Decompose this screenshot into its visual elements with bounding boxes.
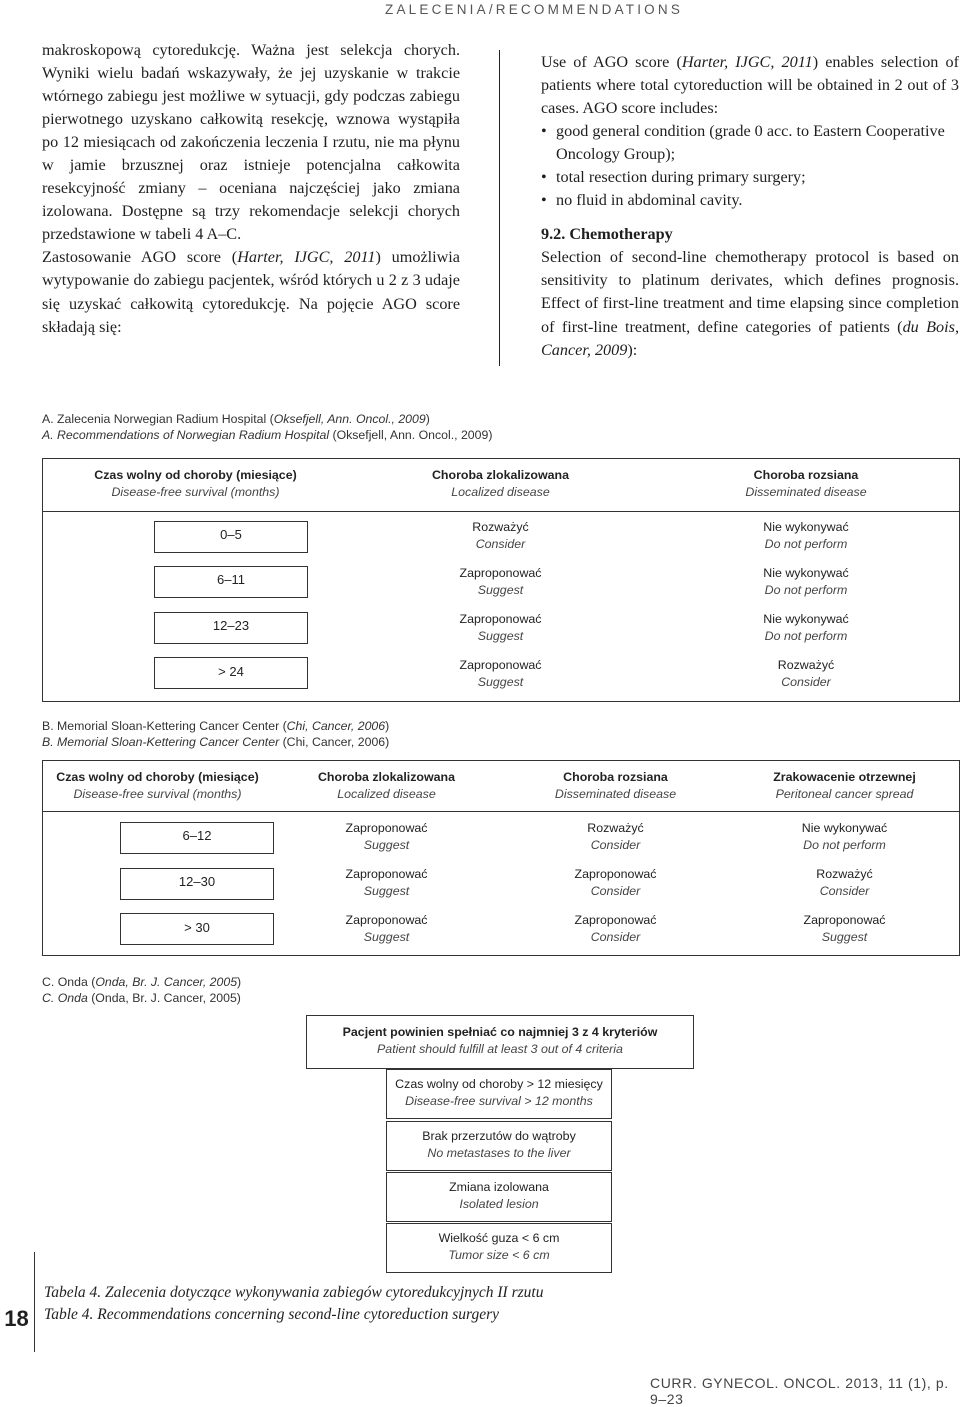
running-header: ZALECENIA/RECOMMENDATIONS (385, 2, 684, 17)
criteria-header: Pacjent powinien spełniać co najmniej 3 z 4 kryteriów Patient should fulfill at least 3 out of 4 criteria (342, 1025, 658, 1056)
dfs-value: 6–11 (217, 572, 245, 587)
disseminated-cell: Rozważyć Consider (777, 658, 835, 689)
dfs-value: 12–30 (178, 874, 216, 889)
disseminated-cell: Nie wykonywać Do not perform (763, 520, 849, 551)
left-paragraph-1: makroskopową cytoredukcję. Ważna jest selekcja chorych. Wyniki wielu badań wskazywały, że jej uzyskanie w trakcie wtórnego zabiegu jest możliwe w sytuacji, gdy podczas zabiegu pierwotnego uzyskano całkowitą resekcję, wznowa wystąpiła po 12 miesiącach od zakończenia leczenia I rzutu, nie ma płynu w jamie brzusznej oraz istnieje potencjalna całkowita resekcyjność zmiany – oceniana najczęściej jako zmiana izolowana. Dostępne są trzy rekomendacje selekcji chorych przedstawione w tabeli 4 A–C. (42, 41, 460, 244)
criterion: Czas wolny od choroby > 12 miesięcy Disease-free survival > 12 months (395, 1077, 603, 1108)
peritoneal-cell: Nie wykonywać Do not perform (801, 821, 888, 852)
table-b-header-peritoneal: Zrakowacenie otrzewnej Peritoneal cancer spread (773, 770, 916, 801)
page-number: 18 (4, 1306, 29, 1331)
table-b-header-dfs: Czas wolny od choroby (miesiące) Disease-free survival (months) (56, 770, 259, 801)
localized-cell: Zaproponować Suggest (345, 867, 428, 898)
criterion: Wielkość guza < 6 cm Tumor size < 6 cm (438, 1231, 560, 1262)
table-a (42, 458, 960, 702)
criterion-box (386, 1121, 612, 1171)
table-b-header-disseminated: Choroba rozsiana Disseminated disease (554, 770, 677, 801)
localized-cell: Zaproponować Suggest (345, 821, 428, 852)
table-a-header-localized: Choroba zlokalizowana Localized disease (431, 468, 569, 499)
citation: Harter, IJGC, 2011 (681, 53, 813, 71)
table-a-header-disseminated: Choroba rozsiana Disseminated disease (745, 468, 867, 499)
localized-cell: Zaproponować Suggest (459, 566, 542, 597)
dfs-value: 12–23 (212, 618, 250, 633)
citation: Harter, IJGC, 2011 (237, 248, 376, 267)
caption-en: Table 4. Recommendations concerning second-line cytoreduction surgery (44, 1306, 499, 1323)
page-number-rule (34, 1252, 35, 1352)
dfs-value: > 24 (218, 664, 244, 679)
localized-cell: Zaproponować Suggest (345, 913, 428, 944)
table-a-header-dfs: Czas wolny od choroby (miesiące) Disease-free survival (months) (94, 468, 297, 499)
section-heading: 9.2. Chemotherapy (541, 225, 673, 244)
right-column (541, 51, 959, 362)
disseminated-cell: Zaproponować Consider (574, 913, 657, 944)
localized-cell: Rozważyć Consider (472, 520, 529, 551)
peritoneal-cell: Zaproponować Suggest (803, 913, 886, 944)
disseminated-cell: Nie wykonywać Do not perform (763, 566, 849, 597)
left-paragraph-2: Zastosowanie AGO score (Harter, IJGC, 2011) umożliwia wytypowanie do zabiegu pacjentek, wśród których u 2 z 3 udaje się uzyskać całkowitą cytoredukcję. Na pojęcie AGO score składają się: (42, 248, 460, 336)
peritoneal-cell: Rozważyć Consider (816, 867, 873, 898)
dfs-value: 6–12 (182, 828, 212, 843)
ago-score-list (541, 120, 959, 212)
table-b-title: B. Memorial Sloan-Kettering Cancer Center (Chi, Cancer, 2006) B. Memorial Sloan-Kettering Cancer Center (Chi, Cancer, 2006) (42, 719, 390, 749)
localized-cell: Zaproponować Suggest (459, 612, 542, 643)
criterion: Zmiana izolowana Isolated lesion (449, 1180, 549, 1211)
disseminated-cell: Nie wykonywać Do not perform (763, 612, 849, 643)
list-item: • total resection during primary surgery; (541, 166, 959, 189)
table-caption (44, 1282, 543, 1326)
table-b (42, 760, 960, 956)
citation: du Bois, Cancer, 2009 (541, 317, 959, 359)
column-divider (499, 50, 500, 366)
disseminated-cell: Zaproponować Consider (574, 867, 657, 898)
disseminated-cell: Rozważyć Consider (587, 821, 644, 852)
criterion-box (386, 1223, 612, 1273)
criterion-box (386, 1172, 612, 1222)
dfs-value: 0–5 (220, 527, 242, 542)
list-item: • no fluid in abdominal cavity. (541, 189, 959, 212)
criterion: Brak przerzutów do wątroby No metastases to the liver (422, 1129, 576, 1160)
table-a-title: A. Zalecenia Norwegian Radium Hospital (Oksefjell, Ann. Oncol., 2009) A. Recommendations of Norwegian Radium Hospital (Oksefjell, Ann. Oncol., 2009) (42, 412, 493, 442)
caption-pl: Tabela 4. Zalecenia dotyczące wykonywania zabiegów cytoredukcyjnych II rzutu (44, 1284, 544, 1301)
localized-cell: Zaproponować Suggest (459, 658, 542, 689)
criteria-header-box (306, 1015, 694, 1069)
right-paragraph-2: Selection of second-line chemotherapy protocol is based on sensitivity to platinum derivates, which defines prognosis. Effect of first-line treatment and time elapsing since completion of first-line treatment, define categories of patients (du Bois, Cancer, 2009): (541, 248, 959, 359)
journal-footer: CURR. GYNECOL. ONCOL. 2013, 11 (1), p. 9–23 (650, 1375, 949, 1407)
table-b-header-localized: Choroba zlokalizowana Localized disease (317, 770, 455, 801)
table-c-title: C. Onda (Onda, Br. J. Cancer, 2005) C. Onda (Onda, Br. J. Cancer, 2005) (42, 975, 242, 1005)
header-divider (43, 511, 959, 512)
right-paragraph-1: Use of AGO score (Harter, IJGC, 2011) enables selection of patients where total cytoreduction will be obtained in 2 out of 3 cases. AGO score includes: (541, 53, 959, 118)
criterion-box (386, 1069, 612, 1119)
dfs-value: > 30 (184, 920, 210, 935)
left-column (42, 39, 460, 339)
list-item: • good general condition (grade 0 acc. to Eastern Cooperative Oncology Group); (541, 120, 959, 166)
header-divider (43, 811, 959, 812)
